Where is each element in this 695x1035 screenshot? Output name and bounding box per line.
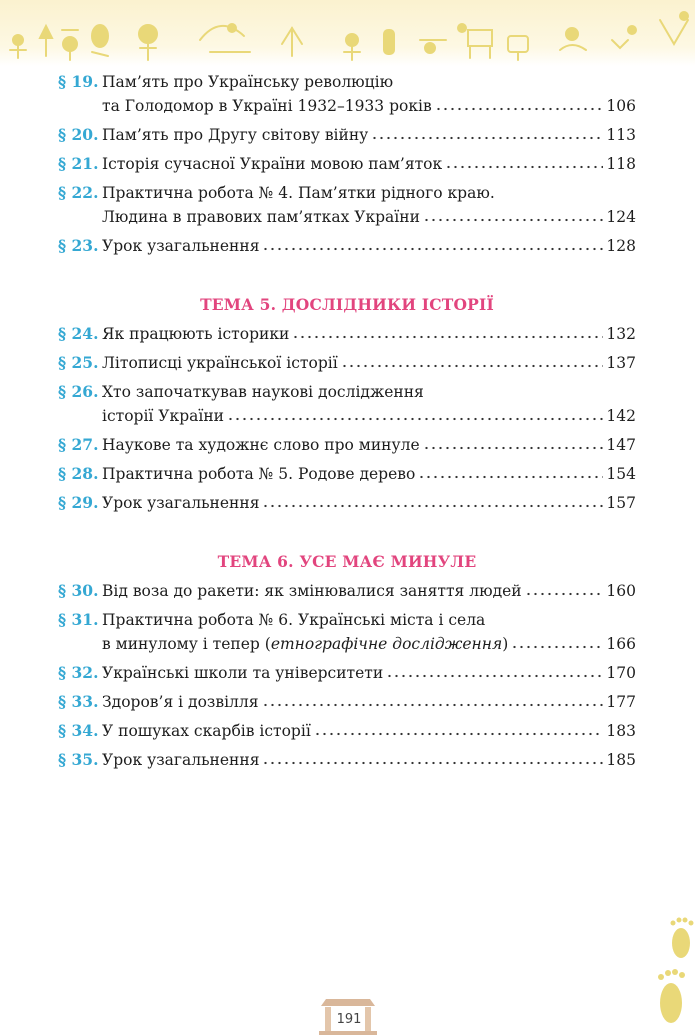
petroglyph-figures-icon (0, 0, 695, 66)
paragraph-number: § 20. (58, 125, 99, 144)
toc-entry[interactable] (58, 181, 636, 229)
table-of-contents (58, 70, 636, 772)
entry-title: Практична робота № 4. Пам’ятки рідного краю. (102, 184, 495, 202)
page-ref: 154 (606, 465, 636, 483)
entry-title: Українські школи та університети (102, 664, 384, 682)
entry-title: Наукове та художнє слово про минуле (102, 436, 420, 454)
page-ref: 132 (606, 325, 636, 343)
theme-heading: ТЕМА 5. ДОСЛІДНИКИ ІСТОРІЇ (200, 295, 494, 314)
entry-title-continued: Людина в правових пам’ятках України (102, 208, 420, 226)
entry-title-continued (102, 632, 508, 656)
paragraph-number: § 32. (58, 663, 99, 682)
toc-entry[interactable] (58, 380, 636, 428)
toc-entry[interactable] (58, 234, 636, 258)
leader-dots (435, 106, 604, 112)
leader-dots (423, 445, 604, 451)
entry-title-plain: в минулому і тепер ( (102, 635, 271, 653)
entry-title: Історія сучасної України мовою пам’яток (102, 155, 443, 173)
paragraph-number: § 27. (58, 435, 99, 454)
leader-dots (314, 731, 604, 737)
page-ref: 124 (606, 208, 636, 226)
page-ref: 177 (606, 693, 636, 711)
entry-title: Хто започаткував наукові дослідження (102, 383, 424, 401)
entry-title-continued: історії України (102, 407, 224, 425)
leader-dots (262, 246, 603, 252)
leader-dots (386, 673, 603, 679)
leader-dots (371, 135, 603, 141)
paragraph-number: § 21. (58, 154, 99, 173)
toc-section (58, 550, 636, 772)
theme-heading: ТЕМА 6. УСЕ МАЄ МИНУЛЕ (217, 552, 477, 571)
page-ref: 147 (606, 436, 636, 454)
entry-title: Урок узагальнення (102, 494, 260, 512)
toc-section (58, 70, 636, 258)
paragraph-number: § 34. (58, 721, 99, 740)
page-ref: 170 (606, 664, 636, 682)
leader-dots (262, 760, 603, 766)
toc-entry[interactable] (58, 690, 636, 714)
page-ref: 137 (606, 354, 636, 372)
toc-entry[interactable] (58, 433, 636, 457)
leader-dots (262, 503, 603, 509)
leader-dots (341, 363, 604, 369)
page-ref: 183 (606, 722, 636, 740)
leader-dots (445, 164, 603, 170)
paragraph-number: § 33. (58, 692, 99, 711)
paragraph-number: § 22. (58, 183, 99, 202)
entry-title: Здоров’я і дозвілля (102, 693, 259, 711)
toc-entry[interactable] (58, 719, 636, 743)
page-ref: 166 (606, 635, 636, 653)
leader-dots (418, 474, 603, 480)
decorative-header-band (0, 0, 695, 66)
entry-title-closing: ) (502, 635, 509, 653)
leader-dots (292, 334, 603, 340)
entry-title-italic: етнографічне дослідження (270, 635, 503, 653)
toc-entry[interactable] (58, 579, 636, 603)
paragraph-number: § 24. (58, 324, 99, 343)
page-number: 191 (336, 1012, 362, 1027)
page-ref: 113 (606, 126, 636, 144)
toc-section (58, 293, 636, 515)
leader-dots (262, 702, 604, 708)
footprints-icon (635, 905, 695, 1035)
leader-dots (525, 591, 604, 597)
paragraph-number: § 30. (58, 581, 99, 600)
page-ref: 128 (606, 237, 636, 255)
toc-entry[interactable] (58, 123, 636, 147)
page-ref: 106 (606, 97, 636, 115)
toc-entry[interactable] (58, 70, 636, 118)
toc-entry[interactable] (58, 322, 636, 346)
entry-title: Практична робота № 6. Українські міста і села (102, 611, 486, 629)
toc-entry[interactable] (58, 748, 636, 772)
page-ref: 185 (606, 751, 636, 769)
toc-entry[interactable] (58, 152, 636, 176)
leader-dots (227, 416, 603, 422)
paragraph-number: § 25. (58, 353, 99, 372)
entry-title-continued: та Голодомор в Україні 1932–1933 років (102, 97, 432, 115)
entry-title: Літописці української історії (102, 354, 338, 372)
entry-title: Пам’ять про Другу світову війну (102, 126, 369, 144)
entry-title: Практична робота № 5. Родове дерево (102, 465, 416, 483)
paragraph-number: § 29. (58, 493, 99, 512)
page-ref: 118 (606, 155, 636, 173)
page-ref: 142 (606, 407, 636, 425)
paragraph-number: § 31. (58, 610, 99, 629)
toc-entry[interactable] (58, 661, 636, 685)
paragraph-number: § 35. (58, 750, 99, 769)
toc-entry[interactable] (58, 491, 636, 515)
paragraph-number: § 23. (58, 236, 99, 255)
paragraph-number: § 28. (58, 464, 99, 483)
entry-title: Пам’ять про Українську революцію (102, 73, 394, 91)
page-ref: 160 (606, 582, 636, 600)
leader-dots (423, 217, 603, 223)
page-ref: 157 (606, 494, 636, 512)
toc-entry[interactable] (58, 351, 636, 375)
entry-title: Урок узагальнення (102, 751, 260, 769)
entry-title: У пошуках скарбів історії (102, 722, 311, 740)
paragraph-number: § 19. (58, 72, 99, 91)
paragraph-number: § 26. (58, 382, 99, 401)
toc-entry[interactable] (58, 608, 636, 656)
entry-title: Як працюють історики (102, 325, 290, 343)
entry-title: Від воза до ракети: як змінювалися заняття людей (102, 582, 522, 600)
toc-entry[interactable] (58, 462, 636, 486)
leader-dots (511, 644, 603, 650)
entry-title: Урок узагальнення (102, 237, 260, 255)
